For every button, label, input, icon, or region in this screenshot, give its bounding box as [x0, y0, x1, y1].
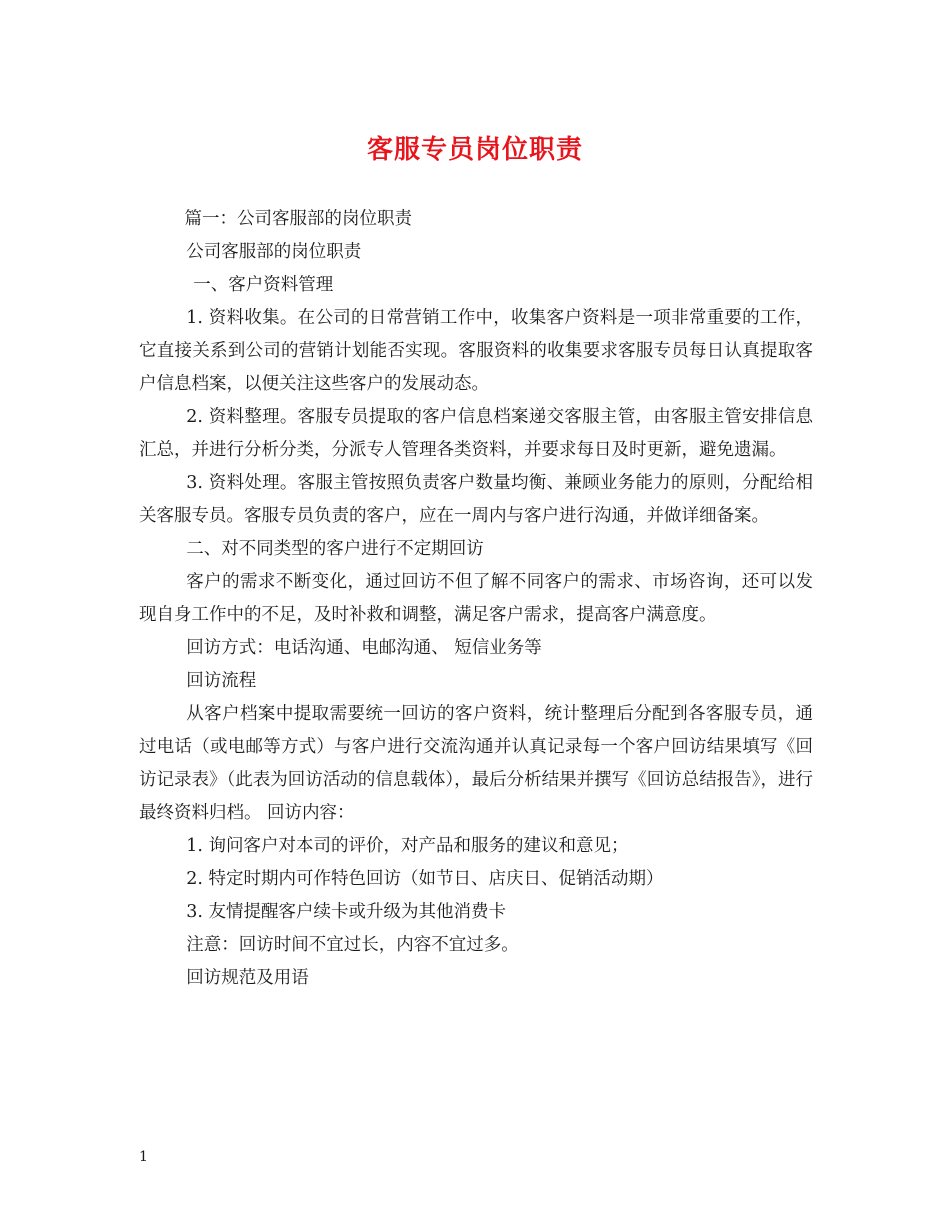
paragraph: 公司客服部的岗位职责 [186, 242, 362, 262]
paragraph: 回访方式：电话沟通、电邮沟通、 短信业务等 [186, 638, 542, 658]
paragraph: 3. 资料处理。客服主管按照负责客户数量均衡、兼顾业务能力的原则，分配给相关客服专员。客服专员负责的客户，应在一周内与客户进行沟通，并做详细备案。 [139, 473, 813, 526]
document-body [139, 203, 813, 995]
paragraph: 篇一：公司客服部的岗位职责 [184, 209, 412, 229]
paragraph: 客户的需求不断变化，通过回访不但了解不同客户的需求、市场咨询，还可以发现自身工作中的不足，及时补救和调整，满足客户需求，提高客户满意度。 [139, 572, 813, 625]
paragraph: 二、对不同类型的客户进行不定期回访 [186, 539, 484, 559]
paragraph: 回访规范及用语 [186, 968, 309, 988]
paragraph: 回访流程 [186, 671, 257, 691]
paragraph: 注意：回访时间不宜过长，内容不宜过多。 [186, 935, 519, 955]
paragraph: 3. 友情提醒客户续卡或升级为其他消费卡 [186, 902, 507, 922]
paragraph: 2. 特定时期内可作特色回访（如节日、店庆日、促销活动期） [186, 869, 664, 889]
paragraph: 2. 资料整理。客服专员提取的客户信息档案递交客服主管，由客服主管安排信息汇总，并进行分析分类，分派专人管理各类资料，并要求每日及时更新，避免遗漏。 [139, 407, 813, 460]
paragraph: 从客户档案中提取需要统一回访的客户资料，统计整理后分配到各客服专员，通过电话（或电邮等方式）与客户进行交流沟通并认真记录每一个客户回访结果填写《回访记录表》（此表为回访活动的信息载体），最后分析结果并撰写《回访总结报告》，进行最终资料归档。 回访内容： [139, 704, 813, 823]
paragraph: 1. 询问客户对本司的评价，对产品和服务的建议和意见； [186, 836, 629, 856]
paragraph: 1. 资料收集。在公司的日常营销工作中，收集客户资料是一项非常重要的工作，它直接关系到公司的营销计划能否实现。客服资料的收集要求客服专员每日认真提取客户信息档案，以便关注这些客户的发展动态。 [139, 308, 813, 394]
document-title: 客服专员岗位职责 [366, 135, 583, 165]
paragraph: 一、客户资料管理 [193, 275, 334, 295]
page-number: 1 [139, 1149, 148, 1165]
